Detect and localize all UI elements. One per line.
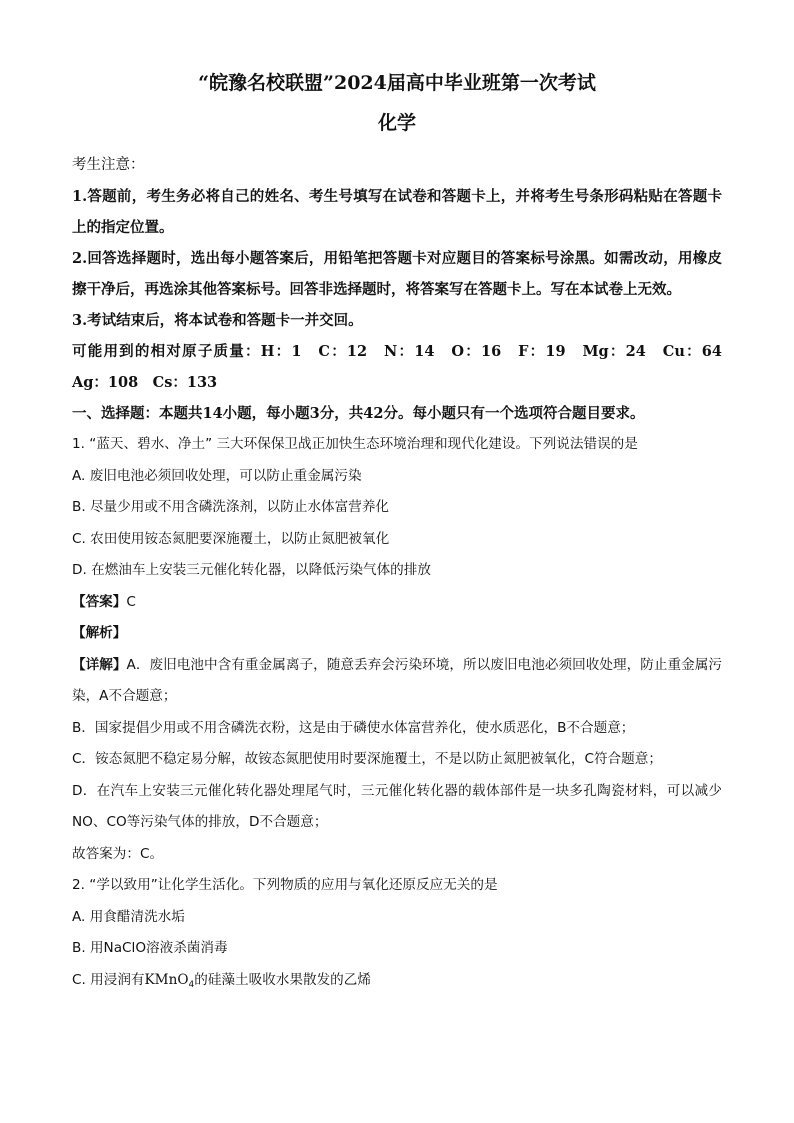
atomic-masses: 可能用到的相对原子质量：H：1 C：12 N：14 O：16 F：19 Mg：24 Cu：64 Ag：108 Cs：133: [72, 343, 737, 391]
question-1-option-d: D. 在燃油车上安装三元催化转化器，以降低污染气体的排放: [72, 562, 431, 578]
notice-item-2: 2.回答选择题时，选出每小题答案后，用铅笔把答题卡对应题目的答案标号涂黑。如需改动，用橡皮擦干净后，再选涂其他答案标号。回答非选择题时，将答案写在答题卡上。写在本试卷上无效。: [72, 250, 722, 298]
option-c-pre: C. 用浸润有: [72, 971, 145, 988]
question-2-stem: 2. “学以致用”让化学生活化。下列物质的应用与氧化还原反应无关的是: [72, 877, 498, 893]
detail-a: [72, 650, 722, 713]
detail-c: C．铵态氮肥不稳定易分解，故铵态氮肥使用时要深施覆土，不是以防止氮肥被氧化，C符合题意；: [72, 751, 662, 767]
answer-label: 【答案】: [72, 593, 127, 610]
answer-line: [72, 587, 722, 619]
option-c-post: 的硅藻土吸收水果散发的乙烯: [194, 971, 371, 988]
answer-value: C: [126, 593, 136, 610]
question-1-option-a: A. 废旧电池必须回收处理，可以防止重金属污染: [72, 467, 362, 484]
detail-label: 【详解】: [72, 656, 127, 673]
exam-title: “皖豫名校联盟”2024届高中毕业班第一次考试: [198, 72, 596, 94]
analysis-line: [72, 618, 722, 650]
detail-d: D．在汽车上安装三元催化转化器处理尾气时，三元催化转化器的载体部件是一块多孔陶瓷材料，可以减少NO、CO等污染气体的排放，D不合题意；: [72, 782, 722, 830]
question-1: [72, 429, 722, 870]
option-c-formula: KMnO: [144, 971, 189, 988]
question-2-option-a: A. 用食醋清洗水垢: [72, 908, 185, 925]
notice-item-3: 3.考试结束后，将本试卷和答题卡一并交回。: [72, 312, 363, 329]
notice-item-1: 1.答题前，考生务必将自己的姓名、考生号填写在试卷和答题卡上，并将考生号条形码粘贴在答题卡上的指定位置。: [72, 188, 722, 236]
detail-a-text: A．废旧电池中含有重金属离子，随意丢弃会污染环境，所以废旧电池必须回收处理，防止重金属污染，A不合题意；: [72, 656, 723, 704]
analysis-label: 【解析】: [72, 625, 127, 641]
question-2: [72, 870, 722, 1001]
question-1-option-b: B. 尽量少用或不用含磷洗涤剂，以防止水体富营养化: [72, 499, 390, 515]
notice-lead: 考生注意：: [72, 157, 145, 173]
conclusion: 故答案为：C。: [72, 845, 164, 862]
question-1-option-c: C. 农田使用铵态氮肥要深施覆土，以防止氮肥被氧化: [72, 530, 390, 547]
option-c-subscript: 4: [188, 979, 195, 990]
section-heading: 一、选择题：本题共14小题，每小题3分，共42分。每小题只有一个选项符合题目要求。: [72, 405, 645, 422]
question-1-stem: 1. “蓝天、碧水、净土” 三大环保保卫战正加快生态环境治理和现代化建设。下列说法错误的是: [72, 436, 638, 452]
question-2-option-c: [72, 965, 722, 1002]
question-2-option-b: B. 用NaClO溶液杀菌消毒: [72, 940, 228, 956]
detail-b: B．国家提倡少用或不用含磷洗衣粉，这是由于磷使水体富营养化，使水质恶化，B不合题意；: [72, 719, 635, 736]
exam-notice: [72, 150, 737, 398]
exam-page: [72, 60, 737, 1001]
subject-title: 化学: [377, 112, 416, 134]
